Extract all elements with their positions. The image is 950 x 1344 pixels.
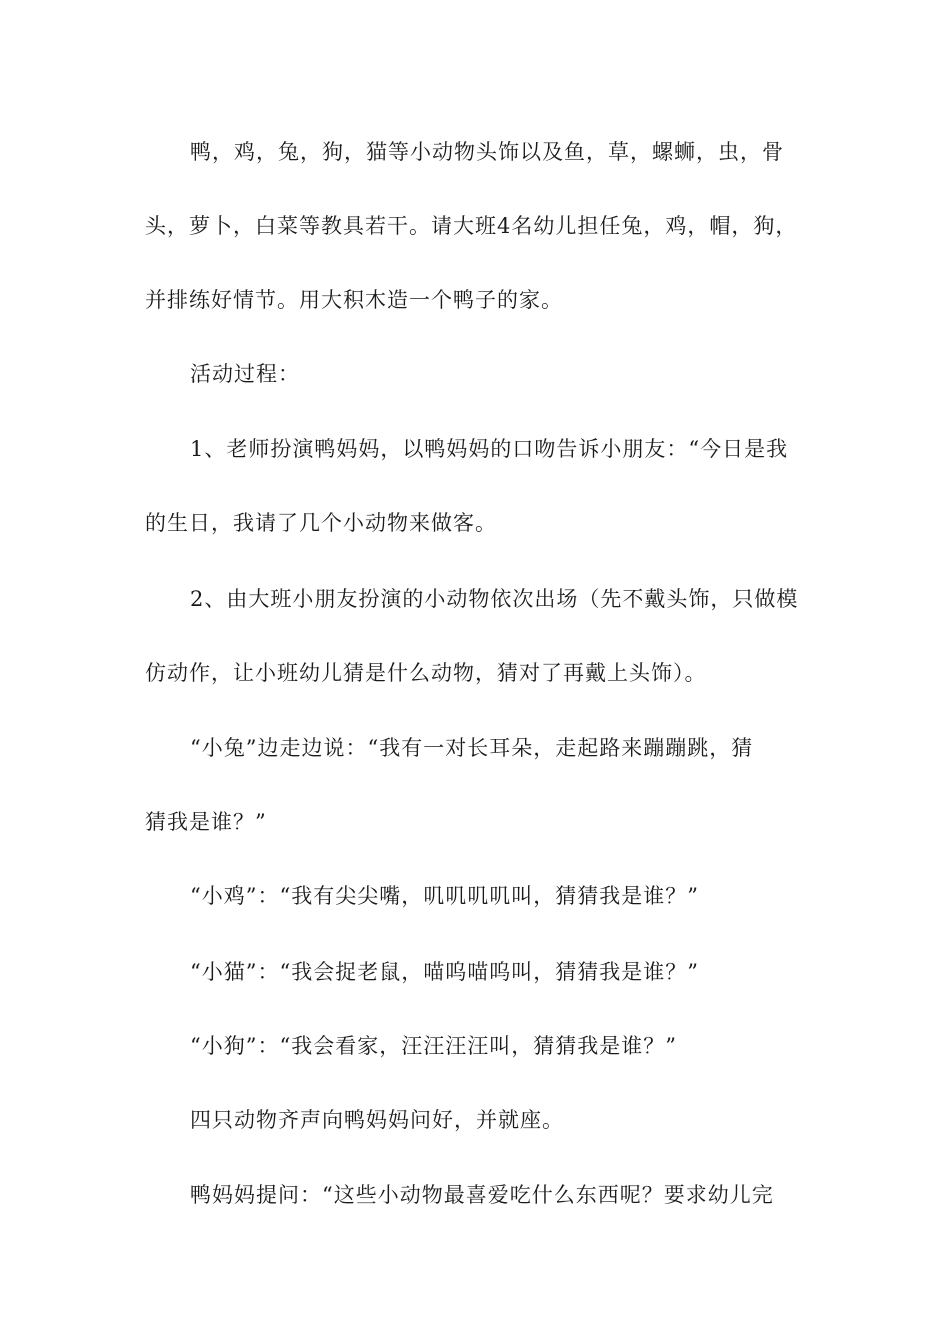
text-line-8: 仿动作，让小班幼儿猜是什么动物，猜对了再戴上头饰）。 [145, 661, 707, 685]
text-line-4: 活动过程： [190, 362, 300, 386]
text-line-13: “小狗”：“我会看家，汪汪汪汪叫，猜猜我是谁？” [190, 1034, 677, 1058]
text-line-6: 的生日，我请了几个小动物来做客。 [145, 511, 497, 535]
text-line-1: 鸭，鸡，兔，狗，猫等小动物头饰以及鱼，草，螺蛳，虫，骨 [190, 140, 784, 164]
text-line-11: “小鸡”：“我有尖尖嘴，叽叽叽叽叫，猜猜我是谁？” [190, 884, 699, 908]
text-line-15: 鸭妈妈提问：“这些小动物最喜爱吃什么东西呢？要求幼儿完 [190, 1183, 774, 1207]
text-line-2: 头，萝卜，白菜等教具若干。请大班4名幼儿担任兔，鸡，帽，狗， [145, 214, 798, 238]
text-line-10: 猜我是谁？” [145, 810, 267, 834]
text-line-14: 四只动物齐声向鸭妈妈问好，并就座。 [190, 1108, 564, 1132]
text-line-12: “小猫”：“我会捉老鼠，喵呜喵呜叫，猜猜我是谁？” [190, 960, 699, 984]
text-line-3: 并排练好情节。用大积木造一个鸭子的家。 [145, 288, 563, 312]
text-line-9: “小兔”边走边说：“我有一对长耳朵，走起路来蹦蹦跳，猜 [190, 736, 754, 760]
text-line-7: 2、由大班小朋友扮演的小动物依次出场（先不戴头饰，只做模 [190, 587, 799, 611]
text-line-5: 1、老师扮演鸭妈妈，以鸭妈妈的口吻告诉小朋友：“今日是我 [190, 437, 789, 461]
